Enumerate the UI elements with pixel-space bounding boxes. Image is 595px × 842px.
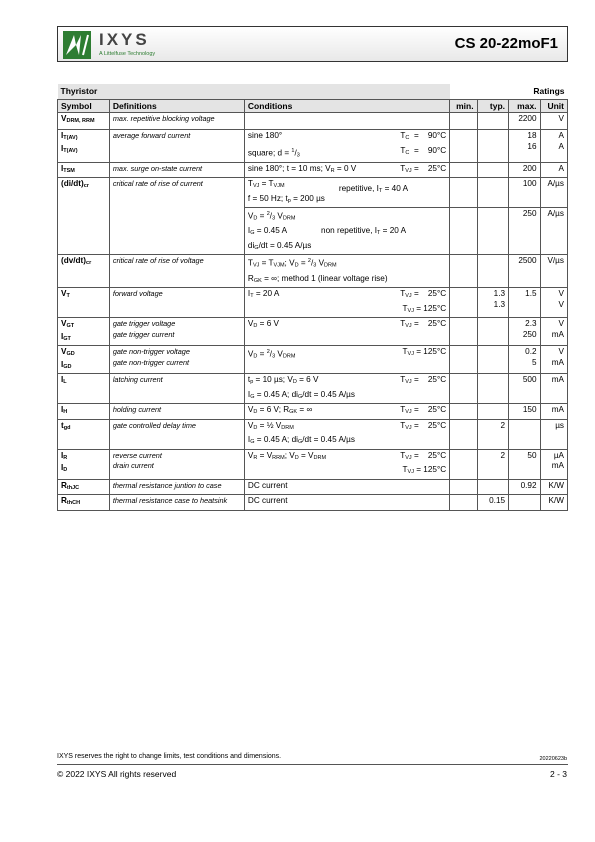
footer-divider [57, 764, 568, 765]
row-symbol: $V_{GT}$ $I_{GT}$ [58, 318, 110, 346]
row-max: 0.92 [509, 479, 540, 495]
row-unit: V/µs [540, 255, 567, 288]
row-max: 100 [509, 178, 540, 208]
table-row [58, 288, 568, 318]
row-conditions: DC current [244, 495, 449, 511]
table-header-row [58, 99, 568, 113]
row-symbol: $I_R$ $I_D$ [58, 449, 110, 479]
row-symbol: $I_L$ [58, 374, 110, 404]
row-symbol: $(dv/dt)_{cr}$ [58, 255, 110, 288]
row-conditions: $V_D = 6$ V; $R_{GK}$ = ∞ $T_{VJ}$ = 25°C [244, 404, 449, 420]
row-symbol: $t_{gd}$ [58, 419, 110, 449]
row-unit: A A [540, 130, 567, 163]
row-conditions: $t_p = 10$ µs; $V_D = 6$ V $T_{VJ}$ = 25°C $I_G = 0.45$ A; $di_G/dt = 0.45$ A/µs [244, 374, 449, 404]
row-definition: max. repetitive blocking voltage [109, 113, 244, 130]
table-row [58, 130, 568, 163]
row-symbol: $V_T$ [58, 288, 110, 318]
row-max: 2200 [509, 113, 540, 130]
col-unit: Unit [540, 99, 567, 113]
row-definition: critical rate of rise of current [109, 178, 244, 255]
footer-page-number: 2 - 3 [549, 769, 567, 779]
row-definition: average forward current [109, 130, 244, 163]
row-unit: V V [540, 288, 567, 318]
row-unit: K/W [540, 479, 567, 495]
col-definitions: Definitions [109, 99, 244, 113]
header-bar [57, 26, 568, 62]
row-definition: critical rate of rise of voltage [109, 255, 244, 288]
row-conditions: $V_R = V_{RRM}$; $V_D = V_{DRM}$ $T_{VJ}$ = 25°C $T_{VJ} = 125^\circ C$ [244, 449, 449, 479]
row-conditions [244, 113, 449, 130]
row-definition: thermal resistance juntion to case [109, 479, 244, 495]
row-unit: µs [540, 419, 567, 449]
row-unit: mA [540, 404, 567, 420]
row-typ: 0.15 [477, 495, 508, 511]
row-typ: 2 [477, 419, 508, 449]
row-unit: µA mA [540, 449, 567, 479]
row-conditions: sine 180° $T_C$ = 90°C square; $d = ^1/_3$ $T_C$ = 90°C [244, 130, 449, 163]
table-row [58, 346, 568, 374]
row-max: 250 [509, 208, 540, 255]
row-conditions: DC current [244, 479, 449, 495]
row-max: 200 [509, 162, 540, 178]
row-definition: reverse current drain current [109, 449, 244, 479]
col-max: max. [509, 99, 540, 113]
row-definition: gate trigger voltage gate trigger current [109, 318, 244, 346]
row-conditions: sine 180°; t = 10 ms; $V_R = 0$ V $T_{VJ}$ = 25°C [244, 162, 449, 178]
row-unit: V mA [540, 346, 567, 374]
row-symbol: $I_H$ [58, 404, 110, 420]
table-row [58, 113, 568, 130]
table-row [58, 495, 568, 511]
col-typ: typ. [477, 99, 508, 113]
brand-name: IXYS [99, 30, 150, 49]
row-unit: A/µs [540, 178, 567, 208]
table-row [58, 255, 568, 288]
row-symbol: $V_{DRM, RRM}$ [58, 113, 110, 130]
row-unit: A [540, 162, 567, 178]
row-conditions: $T_{VJ} = T_{VJM}$ f = 50 Hz; $t_p = 200$ µs repetitive, $I_T = 40$ A [244, 178, 449, 208]
table-row [58, 318, 568, 346]
row-max: 500 [509, 374, 540, 404]
section-title: Thyristor [58, 84, 450, 99]
row-definition: gate non-trigger voltage gate non-trigger current [109, 346, 244, 374]
row-conditions: $T_{VJ} = T_{VJM}$; $V_D = ^2/_3$ $V_{DRM}$ $R_{GK}$ = ∞; method 1 (linear voltage rise) [244, 255, 449, 288]
col-symbol: Symbol [58, 99, 110, 113]
row-max: 1.5 [509, 288, 540, 318]
part-number: CS 20-22moF1 [454, 35, 558, 52]
col-conditions: Conditions [244, 99, 449, 113]
row-conditions: $V_D = ^2/_3$ $V_{DRM}$ $I_G = 0.45$ A non repetitive, $I_T = 20$ A $di_G/dt = 0.45$ A/µs [244, 208, 449, 255]
row-unit: K/W [540, 495, 567, 511]
table-section-row [58, 84, 568, 99]
row-unit: V [540, 113, 567, 130]
row-definition: forward voltage [109, 288, 244, 318]
row-conditions: $I_T = 20$ A $T_{VJ}$ = 25°C $T_{VJ} = 125^\circ C$ [244, 288, 449, 318]
row-definition: thermal resistance case to heatsink [109, 495, 244, 511]
row-typ: 2 [477, 449, 508, 479]
row-unit: V mA [540, 318, 567, 346]
col-min: min. [450, 99, 477, 113]
row-symbol: $I_{TSM}$ [58, 162, 110, 178]
row-max: 0.2 5 [509, 346, 540, 374]
row-definition: holding current [109, 404, 244, 420]
row-symbol: $I_{T(AV)}$ $I_{T(AV)}$ [58, 130, 110, 163]
row-conditions: $V_D = ^2/_3$ $V_{DRM}$ $T_{VJ} = 125^\circ C$ [244, 346, 449, 374]
row-unit: A/µs [540, 208, 567, 255]
table-row [58, 178, 568, 208]
ratings-title: Ratings [450, 84, 568, 99]
thyristor-ratings-table [57, 84, 568, 511]
row-conditions: $V_D = 6$ V $T_{VJ}$ = 25°C [244, 318, 449, 346]
row-conditions: $V_D$ = ½ $V_{DRM}$ $T_{VJ}$ = 25°C $I_G = 0.45$ A; $di_G/dt = 0.45$ A/µs [244, 419, 449, 449]
table-row [58, 419, 568, 449]
footer-disclaimer: IXYS reserves the right to change limits, test conditions and dimensions. [57, 753, 282, 760]
row-max: 50 [509, 449, 540, 479]
row-symbol: $R_{thCH}$ [58, 495, 110, 511]
table-row [58, 404, 568, 420]
row-symbol: $(di/dt)_{cr}$ [58, 178, 110, 255]
table-row [58, 374, 568, 404]
footer-doc-code: 20220623b [539, 756, 567, 762]
row-definition: gate controlled delay time [109, 419, 244, 449]
row-symbol: $R_{thJC}$ [58, 479, 110, 495]
row-max: 150 [509, 404, 540, 420]
row-typ: 1.3 1.3 [477, 288, 508, 318]
footer-copyright: © 2022 IXYS All rights reserved [57, 769, 177, 779]
row-definition: max. surge on-state current [109, 162, 244, 178]
table-row [58, 449, 568, 479]
brand-tagline: A Littelfuse Technology [99, 51, 156, 57]
table-row [58, 479, 568, 495]
row-unit: mA [540, 374, 567, 404]
row-symbol: $V_{GD}$ $I_{GD}$ [58, 346, 110, 374]
row-definition: latching current [109, 374, 244, 404]
row-max: 2.3 250 [509, 318, 540, 346]
row-max: 18 16 [509, 130, 540, 163]
row-max: 2500 [509, 255, 540, 288]
table-row [58, 162, 568, 178]
ixys-logo-icon [63, 31, 91, 59]
